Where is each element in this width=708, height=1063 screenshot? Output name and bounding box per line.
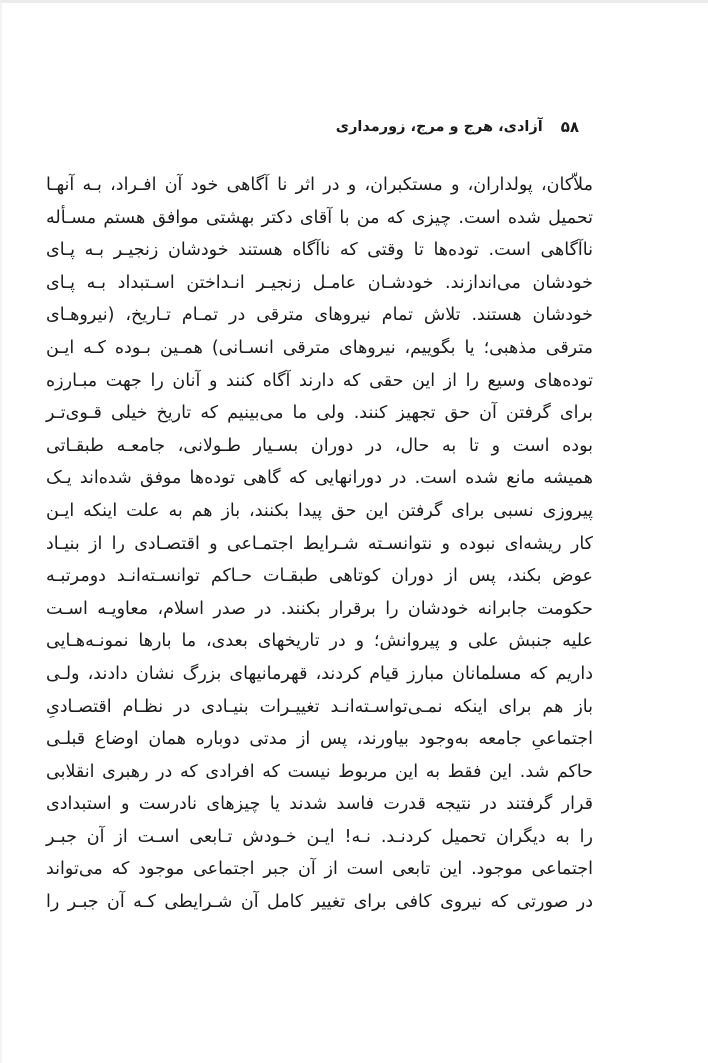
body-line: همیشه مانع شده است. در دورانهایی که گاهی توده‌ها موفق شده‌اند یـک bbox=[46, 468, 593, 489]
body-line: علیه جنبش علی و پیروانش؛ و در تاریخهای بعدی، ما بارها نمونـه‌هـایی bbox=[46, 631, 593, 652]
body-line: ناآگاهی است. توده‌ها تا وقتی که ناآگاه هستند خودشان زنجیـر بـه پـای bbox=[46, 240, 593, 261]
body-line: را به دیگران تحمیل کردنـد. نـه! ایـن خـودش تـابعی اسـت از آن جبـر bbox=[46, 826, 593, 847]
body-line: عوض بکند، پس از دوران کوتاهی طبقـات حـاکم توانسـته‌انـد دومرتبـه bbox=[46, 566, 593, 587]
chapter-title: آزادی، هرج و مرج، زورمداری bbox=[335, 119, 543, 135]
body-line: مترقی مذهبی؛ یا بگوییم، نیروهای مترقی انسـانی) همـین بـوده کـه ایـن bbox=[46, 337, 593, 358]
page-number: ۵۸ bbox=[560, 118, 579, 136]
body-text bbox=[46, 169, 593, 919]
body-line: حکومت جابرانه خودشان را برقرار بکنند. در صدر اسلام، معاویـه اسـت bbox=[46, 598, 593, 619]
body-line: باز هم برای اینکه نمـی‌تواسـته‌انـد تغییـرات بنیـادی در نظـام اقتصـادیِ bbox=[46, 696, 593, 717]
body-line: خودشان هستند. تلاش تمام نیروهای مترقی در تمـام تـاریخ، (نیروهـای bbox=[46, 305, 593, 326]
body-line: پیروزی نسبی برای گرفتن این حق پیدا بکنند، باز هم به علت اینکه ایـن bbox=[46, 500, 593, 521]
body-line: در صورتی که نیروی کافی برای تغییر کامل آن شـرایطی کـه آن جبـر را bbox=[46, 892, 593, 913]
running-head bbox=[46, 110, 593, 144]
body-line: بوده است و تا به حال، در دوران بسـیار طـولانی، جامعـه طبقـاتی bbox=[46, 435, 593, 456]
body-line: حاکم شد. این فقط به این مربوط نیست که افرادی که در رهبری انقلابی bbox=[46, 761, 593, 782]
body-line: برای گرفتن آن حق تجهیز کنند. ولی ما می‌بینیم که تاریخ خیلی قـوی‌تـر bbox=[46, 403, 593, 424]
body-line: خودشان می‌اندازند. خودشـان عامـل زنجیـر انـداختن اسـتبداد بـه پـای bbox=[46, 272, 593, 293]
body-line: تحمیل شده است. چیزی که من با آقای دکتر بهشتی موافق هستم مسـأله bbox=[46, 207, 593, 228]
body-line: توده‌های وسیع را از این حقی که دارند آگاه کنند و آنان را جهت مبـارزه bbox=[46, 370, 593, 391]
body-line: داریم که مسلمانان مبارز قیام کردند، قهرمانیهای بزرگ نشان دادند، ولـی bbox=[46, 663, 593, 684]
body-line: ملاّکان، پولداران، و مستکبران، و در اثر نا آگاهی خود آن افـراد، بـه آنهـا bbox=[46, 175, 593, 195]
body-line: قرار گرفتند در نتیجه قدرت فاسد شدند یا چیزهای نادرست و استبدادی bbox=[46, 794, 593, 815]
body-line: اجتماعیِ جامعه به‌وجود بیاورند، پس از مدتی دوباره همان اوضاع قبلـی bbox=[46, 729, 593, 750]
body-line: کار ریشه‌ای نبوده و نتوانسـته شـرایط اجتمـاعی و اقتصـادی را از بنیـاد bbox=[46, 533, 593, 554]
body-line: اجتماعی موجود. این تابعی است از آن جبر اجتماعی موجود که می‌تواند bbox=[46, 859, 593, 880]
